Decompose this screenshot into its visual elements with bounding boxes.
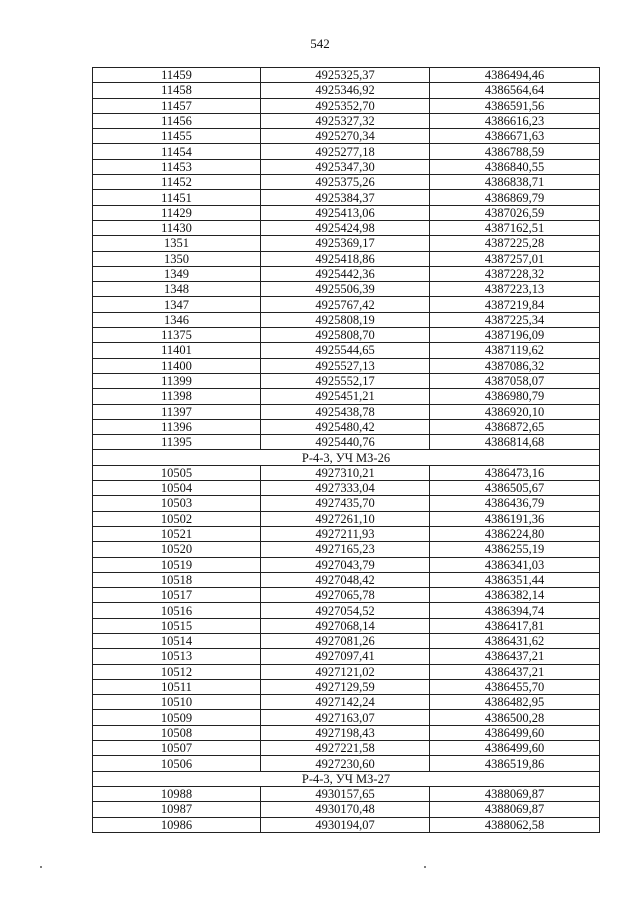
point-id-cell: 10510: [93, 695, 261, 710]
point-id-cell: 10515: [93, 618, 261, 633]
table-row: [93, 435, 600, 450]
table-row: [93, 618, 600, 633]
y-coordinate-cell: 4387058,07: [430, 373, 600, 388]
table-row: [93, 664, 600, 679]
x-coordinate-cell: 4927054,52: [261, 603, 430, 618]
x-coordinate-cell: 4927097,41: [261, 649, 430, 664]
point-id-cell: 10987: [93, 802, 261, 817]
x-coordinate-cell: 4927068,14: [261, 618, 430, 633]
table-row: [93, 496, 600, 511]
x-coordinate-cell: 4927043,79: [261, 557, 430, 572]
point-id-cell: 10502: [93, 511, 261, 526]
point-id-cell: 11430: [93, 220, 261, 235]
table-row: [93, 542, 600, 557]
y-coordinate-cell: 4387086,32: [430, 358, 600, 373]
table-row: [93, 236, 600, 251]
table-row: [93, 297, 600, 312]
x-coordinate-cell: 4927081,26: [261, 633, 430, 648]
table-row: [93, 220, 600, 235]
table-row: [93, 481, 600, 496]
y-coordinate-cell: 4386341,03: [430, 557, 600, 572]
y-coordinate-cell: 4386437,21: [430, 664, 600, 679]
point-id-cell: 1347: [93, 297, 261, 312]
point-id-cell: 11399: [93, 373, 261, 388]
point-id-cell: 11459: [93, 68, 261, 83]
point-id-cell: 10508: [93, 725, 261, 740]
x-coordinate-cell: 4927221,58: [261, 741, 430, 756]
table-row: [93, 251, 600, 266]
point-id-cell: 10516: [93, 603, 261, 618]
x-coordinate-cell: 4925552,17: [261, 373, 430, 388]
y-coordinate-cell: 4387223,13: [430, 282, 600, 297]
y-coordinate-cell: 4386473,16: [430, 465, 600, 480]
point-id-cell: 11397: [93, 404, 261, 419]
y-coordinate-cell: 4387225,28: [430, 236, 600, 251]
page-number: 542: [310, 36, 330, 51]
table-row: [93, 83, 600, 98]
table-row: [93, 786, 600, 801]
point-id-cell: 10509: [93, 710, 261, 725]
point-id-cell: 11400: [93, 358, 261, 373]
x-coordinate-cell: 4925451,21: [261, 389, 430, 404]
point-id-cell: 1348: [93, 282, 261, 297]
point-id-cell: 10520: [93, 542, 261, 557]
point-id-cell: 10511: [93, 679, 261, 694]
y-coordinate-cell: 4386564,64: [430, 83, 600, 98]
x-coordinate-cell: 4925544,65: [261, 343, 430, 358]
y-coordinate-cell: 4386671,63: [430, 129, 600, 144]
point-id-cell: 11375: [93, 328, 261, 343]
x-coordinate-cell: 4930157,65: [261, 786, 430, 801]
point-id-cell: 1349: [93, 266, 261, 281]
table-row: [93, 129, 600, 144]
point-id-cell: 11395: [93, 435, 261, 450]
y-coordinate-cell: 4386591,56: [430, 98, 600, 113]
point-id-cell: 10518: [93, 572, 261, 587]
point-id-cell: 10505: [93, 465, 261, 480]
scan-speck: [40, 866, 42, 868]
point-id-cell: 11451: [93, 190, 261, 205]
x-coordinate-cell: 4925480,42: [261, 419, 430, 434]
y-coordinate-cell: 4386920,10: [430, 404, 600, 419]
y-coordinate-cell: 4386351,44: [430, 572, 600, 587]
x-coordinate-cell: 4927048,42: [261, 572, 430, 587]
x-coordinate-cell: 4927121,02: [261, 664, 430, 679]
x-coordinate-cell: 4925442,36: [261, 266, 430, 281]
table-row: [93, 144, 600, 159]
y-coordinate-cell: 4387257,01: [430, 251, 600, 266]
point-id-cell: 11401: [93, 343, 261, 358]
table-row: [93, 465, 600, 480]
y-coordinate-cell: 4386431,62: [430, 633, 600, 648]
table-row: [93, 633, 600, 648]
x-coordinate-cell: 4925277,18: [261, 144, 430, 159]
table-row: [93, 817, 600, 832]
point-id-cell: 11396: [93, 419, 261, 434]
table-row: [93, 679, 600, 694]
table-row: [93, 603, 600, 618]
section-header-row: [93, 450, 600, 465]
x-coordinate-cell: 4927310,21: [261, 465, 430, 480]
point-id-cell: 11457: [93, 98, 261, 113]
table-row: [93, 373, 600, 388]
table-row: [93, 695, 600, 710]
x-coordinate-cell: 4927165,23: [261, 542, 430, 557]
point-id-cell: 11458: [93, 83, 261, 98]
point-id-cell: 10986: [93, 817, 261, 832]
table-row: [93, 159, 600, 174]
y-coordinate-cell: 4386394,74: [430, 603, 600, 618]
y-coordinate-cell: 4387162,51: [430, 220, 600, 235]
x-coordinate-cell: 4927435,70: [261, 496, 430, 511]
x-coordinate-cell: 4925506,39: [261, 282, 430, 297]
x-coordinate-cell: 4925384,37: [261, 190, 430, 205]
point-id-cell: 10988: [93, 786, 261, 801]
table-row: [93, 282, 600, 297]
x-coordinate-cell: 4927230,60: [261, 756, 430, 771]
x-coordinate-cell: 4925325,37: [261, 68, 430, 83]
point-id-cell: 11429: [93, 205, 261, 220]
x-coordinate-cell: 4927198,43: [261, 725, 430, 740]
point-id-cell: 1346: [93, 312, 261, 327]
y-coordinate-cell: 4386437,21: [430, 649, 600, 664]
section-title: Р-4-3, УЧ МЗ-27: [93, 771, 600, 786]
y-coordinate-cell: 4386616,23: [430, 113, 600, 128]
table-row: [93, 725, 600, 740]
x-coordinate-cell: 4930170,48: [261, 802, 430, 817]
table-row: [93, 511, 600, 526]
x-coordinate-cell: 4925369,17: [261, 236, 430, 251]
x-coordinate-cell: 4925413,06: [261, 205, 430, 220]
point-id-cell: 10503: [93, 496, 261, 511]
point-id-cell: 10513: [93, 649, 261, 664]
point-id-cell: 11453: [93, 159, 261, 174]
table-row: [93, 113, 600, 128]
x-coordinate-cell: 4927142,24: [261, 695, 430, 710]
x-coordinate-cell: 4925418,86: [261, 251, 430, 266]
y-coordinate-cell: 4386869,79: [430, 190, 600, 205]
y-coordinate-cell: 4386814,68: [430, 435, 600, 450]
table-row: [93, 741, 600, 756]
x-coordinate-cell: 4925352,70: [261, 98, 430, 113]
y-coordinate-cell: 4386255,19: [430, 542, 600, 557]
point-id-cell: 10506: [93, 756, 261, 771]
x-coordinate-cell: 4925440,76: [261, 435, 430, 450]
y-coordinate-cell: 4386436,79: [430, 496, 600, 511]
table-row: [93, 649, 600, 664]
y-coordinate-cell: 4386872,65: [430, 419, 600, 434]
section-title: Р-4-3, УЧ МЗ-26: [93, 450, 600, 465]
point-id-cell: 10512: [93, 664, 261, 679]
table-row: [93, 710, 600, 725]
x-coordinate-cell: 4927129,59: [261, 679, 430, 694]
table-row: [93, 205, 600, 220]
y-coordinate-cell: 4388069,87: [430, 802, 600, 817]
x-coordinate-cell: 4925438,78: [261, 404, 430, 419]
point-id-cell: 1351: [93, 236, 261, 251]
x-coordinate-cell: 4925424,98: [261, 220, 430, 235]
table-row: [93, 572, 600, 587]
coordinates-table: [92, 67, 600, 833]
y-coordinate-cell: 4386499,60: [430, 725, 600, 740]
y-coordinate-cell: 4386519,86: [430, 756, 600, 771]
point-id-cell: 10517: [93, 588, 261, 603]
point-id-cell: 10507: [93, 741, 261, 756]
point-id-cell: 11454: [93, 144, 261, 159]
y-coordinate-cell: 4386482,95: [430, 695, 600, 710]
x-coordinate-cell: 4925375,26: [261, 175, 430, 190]
y-coordinate-cell: 4386224,80: [430, 526, 600, 541]
x-coordinate-cell: 4927163,07: [261, 710, 430, 725]
table-row: [93, 68, 600, 83]
x-coordinate-cell: 4930194,07: [261, 817, 430, 832]
y-coordinate-cell: 4387196,09: [430, 328, 600, 343]
table-row: [93, 266, 600, 281]
table-row: [93, 312, 600, 327]
x-coordinate-cell: 4927065,78: [261, 588, 430, 603]
table-row: [93, 98, 600, 113]
point-id-cell: 10514: [93, 633, 261, 648]
table-row: [93, 419, 600, 434]
table-row: [93, 756, 600, 771]
y-coordinate-cell: 4386191,36: [430, 511, 600, 526]
y-coordinate-cell: 4387026,59: [430, 205, 600, 220]
y-coordinate-cell: 4386382,14: [430, 588, 600, 603]
y-coordinate-cell: 4386500,28: [430, 710, 600, 725]
point-id-cell: 11452: [93, 175, 261, 190]
table-row: [93, 526, 600, 541]
x-coordinate-cell: 4927211,93: [261, 526, 430, 541]
x-coordinate-cell: 4925808,70: [261, 328, 430, 343]
x-coordinate-cell: 4925767,42: [261, 297, 430, 312]
y-coordinate-cell: 4386980,79: [430, 389, 600, 404]
coordinates-table-body: [93, 68, 600, 833]
x-coordinate-cell: 4925808,19: [261, 312, 430, 327]
table-row: [93, 404, 600, 419]
y-coordinate-cell: 4386499,60: [430, 741, 600, 756]
y-coordinate-cell: 4387225,34: [430, 312, 600, 327]
y-coordinate-cell: 4387219,84: [430, 297, 600, 312]
y-coordinate-cell: 4386505,67: [430, 481, 600, 496]
point-id-cell: 10504: [93, 481, 261, 496]
point-id-cell: 11456: [93, 113, 261, 128]
table-row: [93, 588, 600, 603]
y-coordinate-cell: 4388062,58: [430, 817, 600, 832]
x-coordinate-cell: 4925527,13: [261, 358, 430, 373]
scan-speck: [424, 866, 426, 868]
point-id-cell: 10519: [93, 557, 261, 572]
y-coordinate-cell: 4386788,59: [430, 144, 600, 159]
y-coordinate-cell: 4386455,70: [430, 679, 600, 694]
point-id-cell: 11398: [93, 389, 261, 404]
point-id-cell: 11455: [93, 129, 261, 144]
table-row: [93, 358, 600, 373]
x-coordinate-cell: 4925346,92: [261, 83, 430, 98]
table-row: [93, 328, 600, 343]
table-row: [93, 802, 600, 817]
x-coordinate-cell: 4925347,30: [261, 159, 430, 174]
y-coordinate-cell: 4387228,32: [430, 266, 600, 281]
table-row: [93, 343, 600, 358]
x-coordinate-cell: 4927261,10: [261, 511, 430, 526]
section-header-row: [93, 771, 600, 786]
point-id-cell: 10521: [93, 526, 261, 541]
y-coordinate-cell: 4386838,71: [430, 175, 600, 190]
y-coordinate-cell: 4386840,55: [430, 159, 600, 174]
y-coordinate-cell: 4387119,62: [430, 343, 600, 358]
y-coordinate-cell: 4388069,87: [430, 786, 600, 801]
y-coordinate-cell: 4386494,46: [430, 68, 600, 83]
point-id-cell: 1350: [93, 251, 261, 266]
x-coordinate-cell: 4925270,34: [261, 129, 430, 144]
x-coordinate-cell: 4927333,04: [261, 481, 430, 496]
table-row: [93, 175, 600, 190]
table-row: [93, 557, 600, 572]
x-coordinate-cell: 4925327,32: [261, 113, 430, 128]
table-row: [93, 190, 600, 205]
table-row: [93, 389, 600, 404]
y-coordinate-cell: 4386417,81: [430, 618, 600, 633]
